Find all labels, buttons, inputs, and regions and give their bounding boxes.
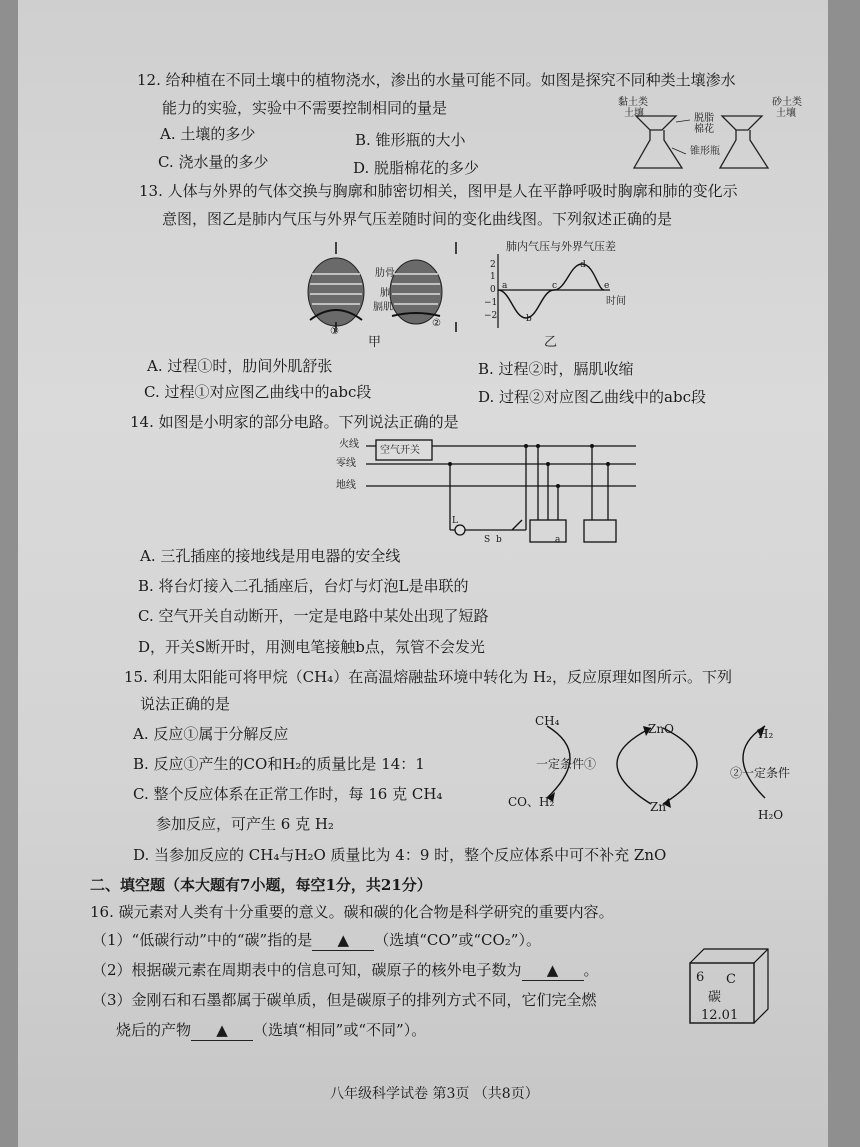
q16-part3-line2 xyxy=(116,1020,426,1041)
point-b: b xyxy=(526,314,532,324)
point-c: c xyxy=(552,281,558,291)
fig-sand-label: 砂土类 xyxy=(772,97,802,108)
q16-part1 xyxy=(92,930,541,951)
fig-cotton-label-2: 棉花 xyxy=(694,124,714,135)
q12-stem-line2: 能力的实验，实验中不需要控制相同的量是 xyxy=(162,99,448,117)
y-tick-neg2: −2 xyxy=(484,311,498,321)
pressure-curve xyxy=(498,264,604,318)
h2o-label: H₂O xyxy=(758,808,784,822)
q14-option-b: B. 将台灯接入二孔插座后，台灯与灯泡L是串联的 xyxy=(138,577,469,595)
point-d: d xyxy=(580,260,586,270)
q16-part1-prefix: （1）“低碳行动”中的“碳”指的是 xyxy=(92,931,313,949)
zn-label: Zn xyxy=(650,800,667,814)
exam-page xyxy=(18,0,828,1147)
section-2-title: 二、填空题（本大题有7小题，每空1分，共21分） xyxy=(90,876,432,894)
figure-yi-caption: 乙 xyxy=(544,335,558,350)
process-1-label: ① xyxy=(330,326,339,337)
condition-2-label: ②一定条件 xyxy=(730,766,791,780)
q15-stem-line1: 15. 利用太阳能可将甲烷（CH₄）在高温熔融盐环境中转化为 H₂，反应原理如图所示。下列 xyxy=(124,668,733,686)
q13-stem-line1: 13. 人体与外界的气体交换与胸廓和肺密切相关，图甲是人在平静呼吸时胸廓和肺的变化示 xyxy=(139,182,738,200)
condition-1-label: 一定条件① xyxy=(536,757,597,771)
pressure-curve-chart xyxy=(496,248,616,338)
q16-stem: 16. 碳元素对人类有十分重要的意义。碳和碳的化合物是科学研究的重要内容。 xyxy=(90,903,614,921)
h2-label: H₂ xyxy=(758,727,774,741)
diaphragm-label: 膈肌 xyxy=(373,302,393,313)
q14-option-a: A. 三孔插座的接地线是用电器的安全线 xyxy=(140,547,401,565)
lung-label: 肺 xyxy=(380,288,390,299)
q14-option-d: D，开关S断开时，用测电笔接触b点，氖管不会发光 xyxy=(138,638,485,656)
fig-soil-label-2: 土壤 xyxy=(776,108,796,119)
fig-clay-label: 黏土类 xyxy=(618,97,648,108)
y-tick-0: 0 xyxy=(490,285,496,295)
q13-option-a: A. 过程①时，肋间外肌舒张 xyxy=(147,357,333,375)
q12-option-c: C. 浇水量的多少 xyxy=(158,153,269,171)
q15-option-c-line2: 参加反应，可产生 6 克 H₂ xyxy=(156,815,334,833)
y-tick-neg1: −1 xyxy=(484,298,498,308)
fig-soil-label-1: 土壤 xyxy=(624,108,644,119)
q16-answer-blank-3[interactable]: ▲ xyxy=(191,1020,253,1041)
element-name: 碳 xyxy=(708,990,722,1005)
q16-part3-prefix: 烧后的产物 xyxy=(116,1021,192,1039)
fig-flask-label: 锥形瓶 xyxy=(690,146,720,157)
q15-option-b: B. 反应①产生的CO和H₂的质量比是 14：1 xyxy=(133,755,425,773)
switch-s-label: S xyxy=(484,535,491,545)
element-symbol: C xyxy=(726,972,736,987)
y-tick-1: 1 xyxy=(490,272,496,282)
q13-option-d: D. 过程②对应图乙曲线中的abc段 xyxy=(478,388,706,406)
ch4-label: CH₄ xyxy=(535,714,560,728)
process-2-label: ② xyxy=(432,318,441,329)
q15-option-a: A. 反应①属于分解反应 xyxy=(133,725,289,743)
rib-label: 肋骨 xyxy=(375,268,395,279)
page-footer: 八年级科学试卷 第3页 （共8页） xyxy=(330,1086,539,1102)
q16-part1-suffix: （选填“CO”或“CO₂”）。 xyxy=(374,931,541,949)
zno-label: ZnO xyxy=(648,722,674,736)
q13-option-b: B. 过程②时，膈肌收缩 xyxy=(478,360,634,378)
air-breaker-label: 空气开关 xyxy=(380,445,420,456)
element-atomic-mass: 12.01 xyxy=(701,1008,739,1023)
q14-stem: 14. 如图是小明家的部分电路。下列说法正确的是 xyxy=(130,413,459,431)
neutral-wire-label: 零线 xyxy=(336,458,356,469)
q12-option-d: D. 脱脂棉花的多少 xyxy=(353,159,480,177)
co-h2-label: CO、H₂ xyxy=(508,795,555,809)
q12-option-a: A. 土壤的多少 xyxy=(160,125,256,143)
q16-part3-line1: （3）金刚石和石墨都属于碳单质，但是碳原子的排列方式不同，它们完全燃 xyxy=(92,991,597,1009)
q13-stem-line2: 意图，图乙是肺内气压与外界气压差随时间的变化曲线图。下列叙述正确的是 xyxy=(162,210,673,228)
q13-option-c: C. 过程①对应图乙曲线中的abc段 xyxy=(144,383,372,401)
q16-part2-suffix: 。 xyxy=(583,961,599,979)
y-tick-2: 2 xyxy=(490,260,496,270)
figure-jia-caption: 甲 xyxy=(368,335,382,350)
lamp-l-label: L xyxy=(452,516,458,526)
ground-wire-label: 地线 xyxy=(336,480,356,491)
q12-option-b: B. 锥形瓶的大小 xyxy=(355,131,466,149)
point-a-label: a xyxy=(555,535,561,545)
q16-part2-prefix: （2）根据碳元素在周期表中的信息可知，碳原子的核外电子数为 xyxy=(92,961,522,979)
q16-answer-blank-2[interactable]: ▲ xyxy=(522,960,584,981)
q16-answer-blank-1[interactable]: ▲ xyxy=(312,930,374,951)
point-a: a xyxy=(502,281,508,291)
chart-yi-title: 肺内气压与外界气压差 xyxy=(506,240,616,253)
point-e: e xyxy=(604,281,610,291)
q15-option-c-line1: C. 整个反应体系在正常工作时，每 16 克 CH₄ xyxy=(133,785,443,803)
q14-option-c: C. 空气开关自动断开，一定是电路中某处出现了短路 xyxy=(138,607,489,625)
element-atomic-number: 6 xyxy=(696,970,705,985)
fig-cotton-label-1: 脱脂 xyxy=(694,113,714,124)
q16-part2 xyxy=(92,960,599,981)
q12-stem-line1: 12. 给种植在不同土壤中的植物浇水，渗出的水量可能不同。如图是探究不同种类土壤渗水 xyxy=(137,71,736,89)
x-axis-label: 时间 xyxy=(606,296,626,307)
point-b-label: b xyxy=(496,535,502,545)
q15-option-d: D. 当参加反应的 CH₄与H₂O 质量比为 4：9 时，整个反应体系中可不补充 ZnO xyxy=(133,846,667,864)
q15-stem-line2: 说法正确的是 xyxy=(140,695,231,713)
q16-part3-suffix: （选填“相同”或“不同”）。 xyxy=(253,1021,427,1039)
live-wire-label: 火线 xyxy=(339,439,359,450)
